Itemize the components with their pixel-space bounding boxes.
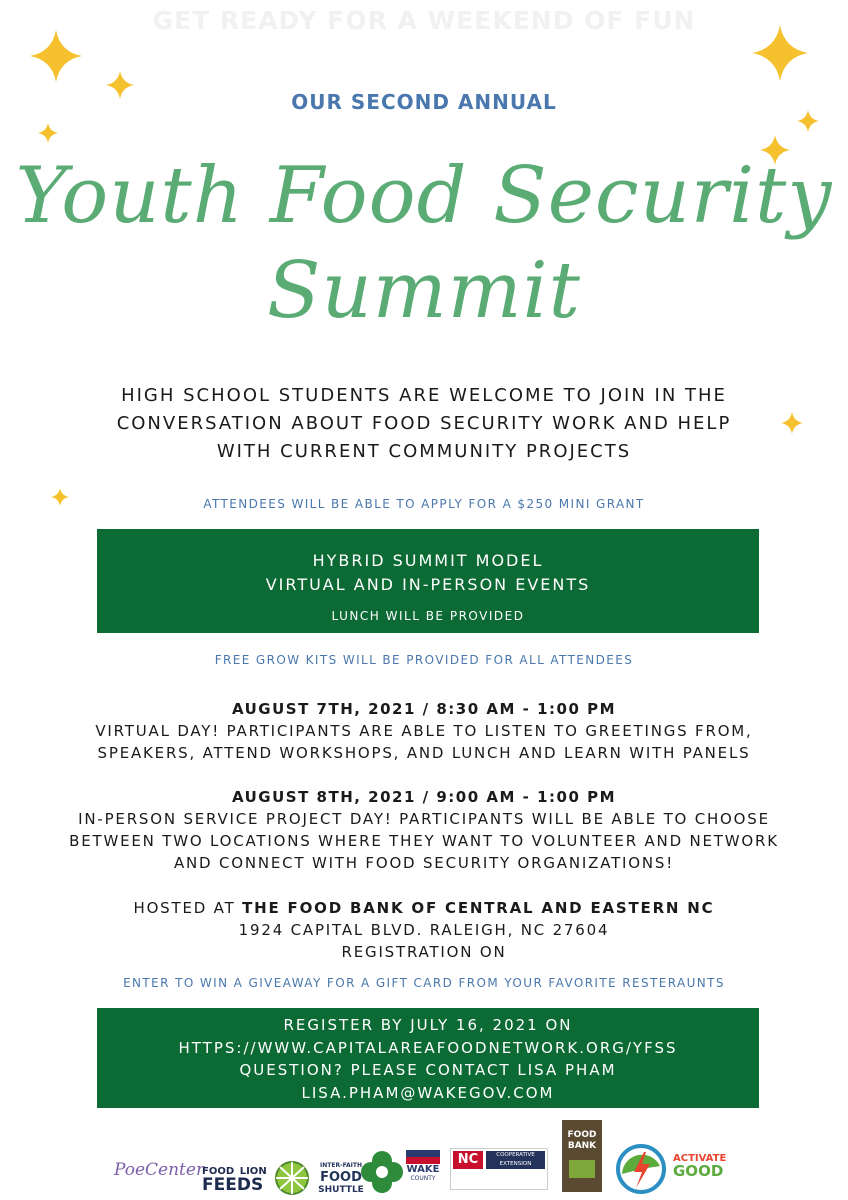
globe-icon bbox=[274, 1160, 310, 1196]
activate-good-emblem-icon bbox=[616, 1144, 666, 1194]
interfaith-word: SHUTTLE bbox=[318, 1185, 364, 1195]
food-bank-word: FOOD bbox=[567, 1130, 597, 1140]
nc-word: COOPERATIVE bbox=[496, 1152, 535, 1158]
nc-cooperative-extension-logo bbox=[450, 1148, 548, 1190]
intro-line: WITH CURRENT COMMUNITY PROJECTS bbox=[216, 441, 632, 462]
intro-line: CONVERSATION ABOUT FOOD SECURITY WORK AND HELP bbox=[116, 413, 732, 434]
nc-word: EXTENSION bbox=[499, 1161, 532, 1167]
giveaway-note: ENTER TO WIN A GIVEAWAY FOR A GIFT CARD FROM YOUR FAVORITE RESTERAUNTS bbox=[123, 976, 725, 990]
nc-badge: NC bbox=[453, 1151, 483, 1169]
day1-line: SPEAKERS, ATTEND WORKSHOPS, AND LUNCH AND LEARN WITH PANELS bbox=[97, 744, 751, 762]
day2-heading: AUGUST 8TH, 2021 / 9:00 AM - 1:00 PM bbox=[231, 788, 617, 806]
poe-center-logo: PoeCenter bbox=[114, 1160, 205, 1180]
clover-icon bbox=[360, 1150, 404, 1194]
wake-word: WAKE bbox=[406, 1164, 440, 1175]
sparkle-icon bbox=[30, 30, 82, 82]
nc-label bbox=[486, 1151, 545, 1169]
host-address: 1924 CAPITAL BLVD. RALEIGH, NC 27604 bbox=[238, 921, 610, 939]
activate-word: GOOD bbox=[673, 1162, 724, 1180]
hybrid-line: HYBRID SUMMIT MODEL bbox=[312, 551, 544, 570]
host-line bbox=[0, 897, 848, 919]
food-lion-word: FEEDS bbox=[202, 1175, 264, 1195]
sponsor-logos bbox=[110, 1120, 740, 1195]
sparkle-icon bbox=[752, 25, 808, 81]
event-title-line-1: Youth Food Security bbox=[15, 151, 833, 241]
lunch-note: LUNCH WILL BE PROVIDED bbox=[331, 609, 525, 623]
nc-state-icon bbox=[569, 1160, 595, 1178]
ghost-header: GET READY FOR A WEEKEND OF FUN bbox=[152, 6, 696, 35]
contact-line: QUESTION? PLEASE CONTACT LISA PHAM bbox=[239, 1061, 617, 1079]
hybrid-summit-box bbox=[97, 529, 759, 633]
wake-word: COUNTY bbox=[410, 1175, 436, 1182]
day1-heading: AUGUST 7TH, 2021 / 8:30 AM - 1:00 PM bbox=[231, 700, 617, 718]
activate-good-logo bbox=[673, 1152, 726, 1178]
hybrid-line: VIRTUAL AND IN-PERSON EVENTS bbox=[265, 575, 591, 594]
day1-line: VIRTUAL DAY! PARTICIPANTS ARE ABLE TO LISTEN TO GREETINGS FROM, bbox=[95, 722, 753, 740]
register-deadline: REGISTER BY JULY 16, 2021 ON bbox=[283, 1016, 573, 1034]
host-registration: REGISTRATION ON bbox=[341, 943, 507, 961]
sparkle-icon bbox=[38, 123, 58, 143]
wake-flag-icon bbox=[406, 1150, 440, 1164]
event-title-line-2: Summit bbox=[267, 246, 581, 336]
interfaith-word: FOOD bbox=[320, 1170, 362, 1185]
contact-email[interactable]: LISA.PHAM@WAKEGOV.COM bbox=[301, 1083, 555, 1102]
host-venue: THE FOOD BANK OF CENTRAL AND EASTERN NC bbox=[242, 899, 715, 917]
register-url[interactable]: HTTPS://WWW.CAPITALAREAFOODNETWORK.ORG/YFSS bbox=[178, 1038, 678, 1057]
day2-line: BETWEEN TWO LOCATIONS WHERE THEY WANT TO VOLUNTEER AND NETWORK bbox=[69, 832, 779, 850]
day1-description bbox=[0, 720, 848, 764]
food-lion-word: FOOD bbox=[202, 1166, 235, 1177]
food-lion-word: LION bbox=[239, 1166, 267, 1177]
activate-word: ACTIVATE bbox=[673, 1153, 727, 1164]
food-bank-logo bbox=[562, 1120, 602, 1192]
day2-line: AND CONNECT WITH FOOD SECURITY ORGANIZATIONS! bbox=[173, 854, 675, 872]
register-box bbox=[97, 1008, 759, 1108]
food-bank-word: BANK bbox=[567, 1141, 597, 1151]
host-prefix: HOSTED AT bbox=[133, 899, 243, 917]
food-lion-feeds-logo bbox=[202, 1162, 274, 1195]
day2-description bbox=[0, 808, 848, 874]
event-kicker: OUR SECOND ANNUAL bbox=[291, 90, 557, 114]
host-info bbox=[0, 897, 848, 963]
grant-note: ATTENDEES WILL BE ABLE TO APPLY FOR A $250 MINI GRANT bbox=[203, 497, 645, 511]
interfaith-word: INTER-FAITH bbox=[320, 1162, 362, 1169]
grow-kits-note: FREE GROW KITS WILL BE PROVIDED FOR ALL ATTENDEES bbox=[214, 653, 634, 667]
day2-line: IN-PERSON SERVICE PROJECT DAY! PARTICIPANTS WILL BE ABLE TO CHOOSE bbox=[78, 810, 770, 828]
wake-county-logo bbox=[406, 1150, 440, 1182]
intro-text bbox=[0, 382, 848, 466]
intro-line: HIGH SCHOOL STUDENTS ARE WELCOME TO JOIN IN THE bbox=[121, 385, 727, 406]
